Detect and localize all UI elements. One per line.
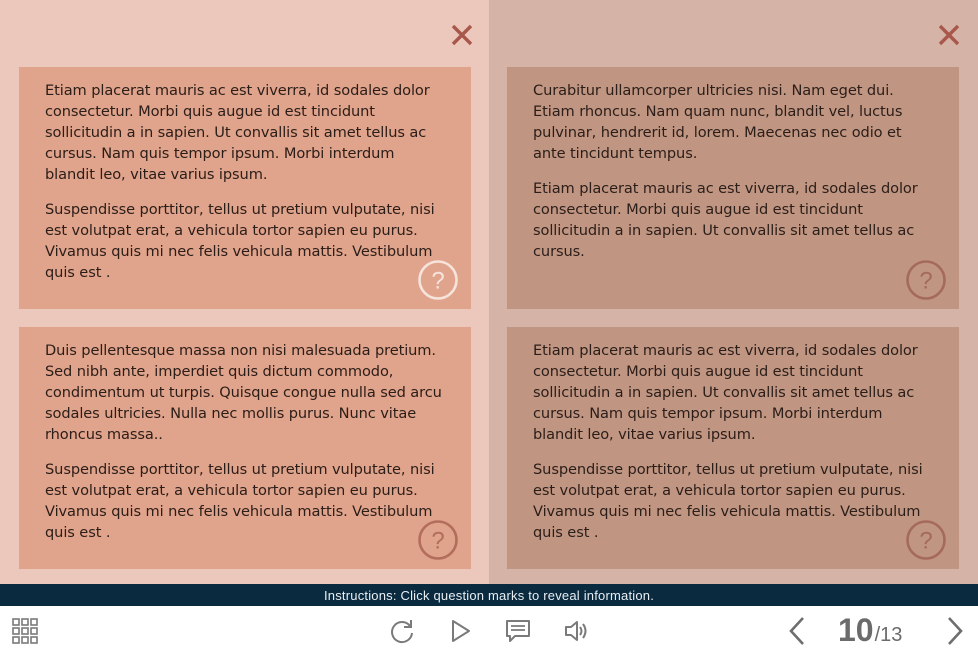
card-paragraph: Suspendisse porttitor, tellus ut pretium vulputate, nisi est volutpat erat, a vehicula tortor sapien eu purus. Vivamus quis mi nec felis vehicula mattis. Vestibulum quis est . [45, 201, 435, 281]
chevron-left-icon [787, 616, 807, 646]
menu-button[interactable] [12, 616, 38, 646]
card-top-left [19, 67, 471, 309]
card-paragraph: Duis pellentesque massa non nisi malesuada pretium. Sed nibh ante, imperdiet quis dictum commodo, condimentum ut turpis. Quisque congue nulla sed arcu sodales ultricies. Nulla nec mollis purus. Nunc vitae rhoncus massa.. [45, 342, 442, 443]
chevron-right-icon [945, 616, 965, 646]
card-paragraph: Etiam placerat mauris ac est viverra, id sodales dolor consectetur. Morbi quis augue id est tincidunt sollicitudin a in sapien. Ut convallis sit amet tellus ac cursus. [533, 180, 918, 260]
page-counter [838, 612, 902, 652]
question-button[interactable] [417, 259, 459, 301]
card-bottom-right [507, 327, 959, 569]
play-icon [450, 619, 472, 643]
question-mark-icon [905, 519, 947, 561]
left-panel [0, 0, 489, 584]
close-icon [937, 23, 961, 47]
question-mark-icon [905, 259, 947, 301]
card-paragraph: Etiam placerat mauris ac est viverra, id sodales dolor consectetur. Morbi quis augue id est tincidunt sollicitudin a in sapien. Ut convallis sit amet tellus ac cursus. Nam quis tempor ipsum. Morbi interdum blandit leo, vitae varius ipsum. [45, 82, 430, 183]
close-left-button[interactable] [447, 20, 477, 50]
question-mark-icon [417, 519, 459, 561]
svg-text:?: ? [919, 267, 933, 295]
replay-button[interactable] [389, 616, 415, 646]
play-button[interactable] [450, 616, 472, 646]
card-paragraph: Etiam placerat mauris ac est viverra, id sodales dolor consectetur. Morbi quis augue id est tincidunt sollicitudin a in sapien. Ut convallis sit amet tellus ac cursus. Nam quis tempor ipsum. Morbi interdum blandit leo, vitae varius ipsum. [533, 342, 918, 443]
close-right-button[interactable] [934, 20, 964, 50]
next-button[interactable] [944, 616, 966, 646]
card-paragraph: Curabitur ullamcorper ultricies nisi. Nam eget dui. Etiam rhoncus. Nam quam nunc, blandit vel, luctus pulvinar, hendrerit id, lorem. Maecenas nec odio et ante tincidunt tempus. [533, 82, 903, 162]
instructions-bar [0, 584, 978, 606]
card-top-right [507, 67, 959, 309]
svg-text:?: ? [431, 267, 445, 295]
instructions-text: Instructions: Click question marks to reveal information. [323, 587, 655, 603]
grid-menu-icon [12, 618, 38, 644]
question-button[interactable] [417, 519, 459, 561]
previous-button[interactable] [786, 616, 808, 646]
svg-text:?: ? [431, 527, 445, 555]
card-paragraph: Suspendisse porttitor, tellus ut pretium vulputate, nisi est volutpat erat, a vehicula tortor sapien eu purus. Vivamus quis mi nec felis vehicula mattis. Vestibulum quis est . [533, 461, 923, 541]
svg-text:?: ? [919, 527, 933, 555]
question-button[interactable] [905, 259, 947, 301]
volume-icon [564, 618, 590, 644]
close-icon [450, 23, 474, 47]
replay-icon [389, 618, 415, 644]
transcript-icon [505, 618, 531, 644]
transcript-button[interactable] [505, 616, 531, 646]
current-page: 10 [838, 612, 874, 648]
audio-button[interactable] [564, 616, 590, 646]
question-mark-icon [417, 259, 459, 301]
total-pages: /13 [874, 624, 903, 646]
card-bottom-left [19, 327, 471, 569]
player-controls [0, 606, 978, 656]
question-button[interactable] [905, 519, 947, 561]
right-panel [489, 0, 978, 584]
card-paragraph: Suspendisse porttitor, tellus ut pretium vulputate, nisi est volutpat erat, a vehicula tortor sapien eu purus. Vivamus quis mi nec felis vehicula mattis. Vestibulum quis est . [45, 461, 435, 541]
